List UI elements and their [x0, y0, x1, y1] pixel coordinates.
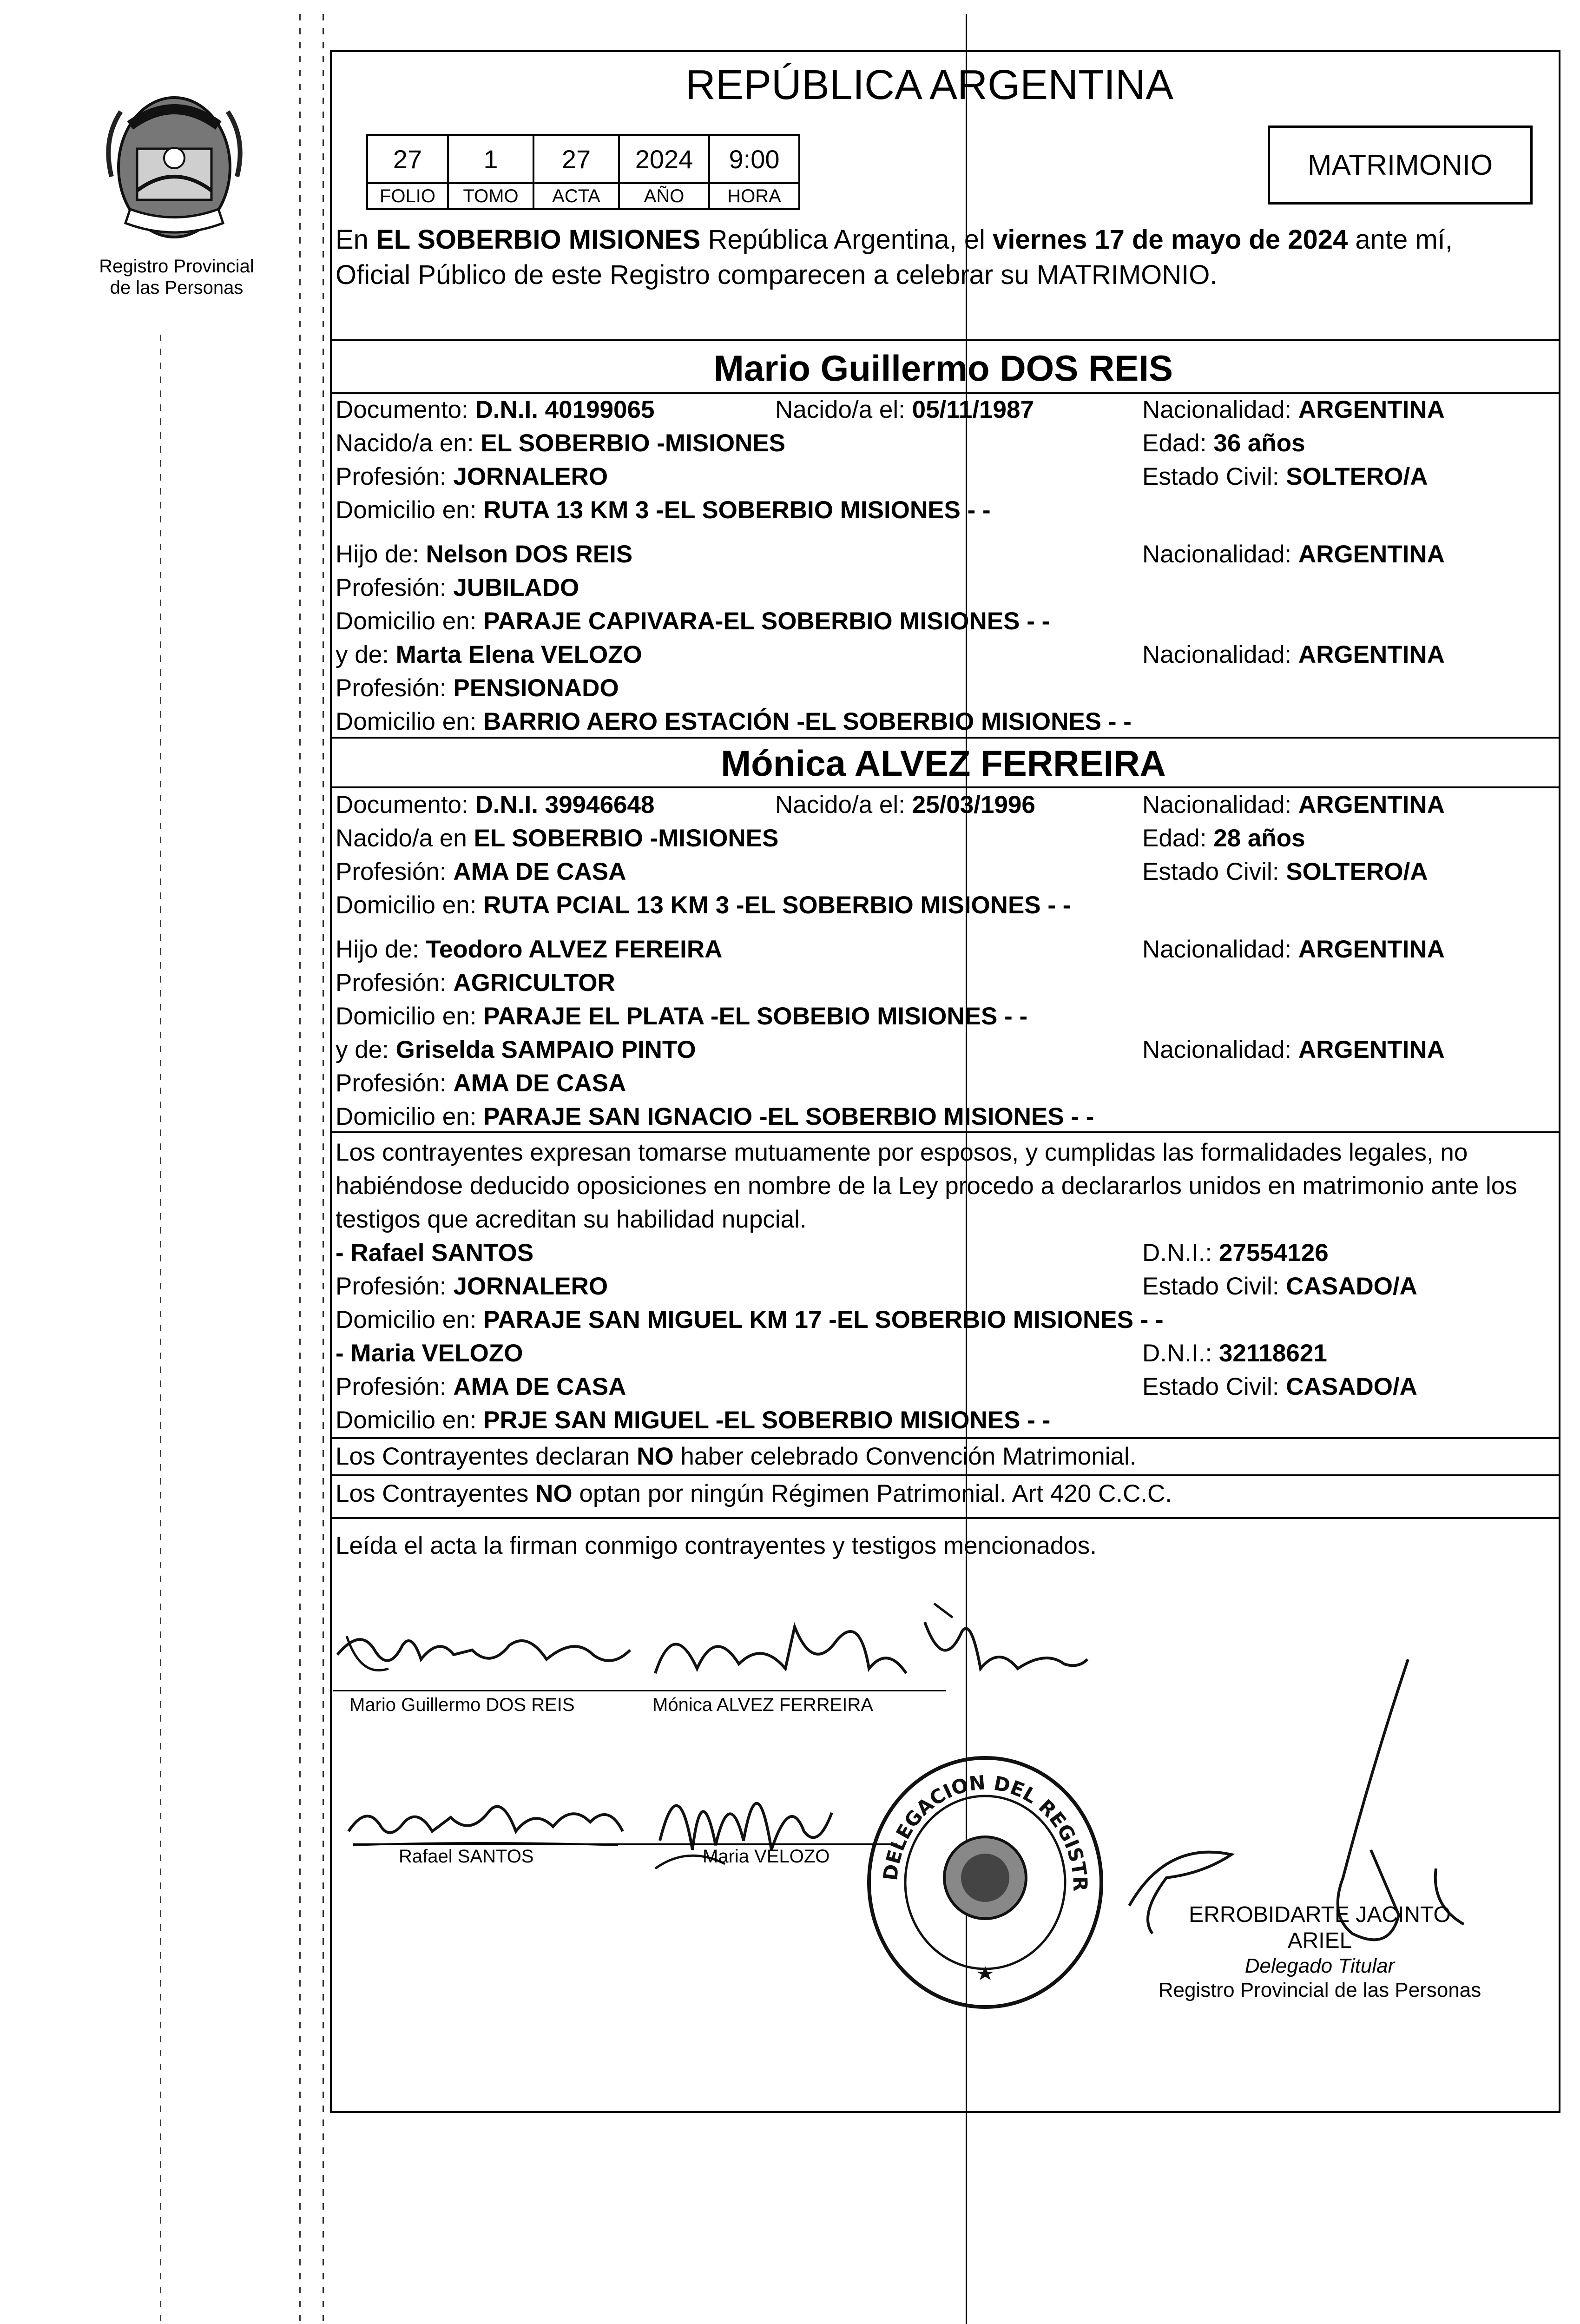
folio-value: 27: [367, 135, 448, 183]
registry-label-line2: de las Personas: [110, 277, 244, 298]
spouse1-father-address: Domicilio en: PARAJE CAPIVARA-EL SOBERBIO MISIONES - -: [336, 607, 1050, 635]
tomo-value: 1: [448, 135, 533, 183]
intro-line-2: Oficial Público de este Registro comparecen a celebrar su MATRIMONIO.: [336, 260, 1218, 290]
signature-caption-spouse1: Mario Guillermo DOS REIS: [349, 1695, 575, 1715]
intro-text-2: República Argentina, el: [700, 224, 993, 255]
spouse1-mother-profession: Profesión: PENSIONADO: [336, 674, 619, 702]
spouse2-birthdate: Nacido/a el: 25/03/1996: [775, 791, 1035, 819]
margin-line-right: [299, 14, 301, 2324]
registry-label-line1: Registro Provincial: [99, 256, 254, 277]
rule-declaration: [330, 1131, 1559, 1133]
country-title: REPÚBLICA ARGENTINA: [685, 62, 1174, 108]
rule-spouse1-top: [330, 339, 1559, 341]
rule-spouse1-name: [330, 392, 1559, 394]
folio-label: FOLIO: [367, 183, 448, 209]
ano-label: AÑO: [619, 183, 709, 209]
hora-label: HORA: [709, 183, 799, 209]
regime-text: Los Contrayentes NO optan por ningún Régimen Patrimonial. Art 420 C.C.C.: [336, 1480, 1172, 1507]
signature-caption-witness1: Rafael SANTOS: [399, 1846, 534, 1867]
spouse2-civil-status: Estado Civil: SOLTERO/A: [1142, 858, 1428, 885]
spouse2-mother: y de: Griselda SAMPAIO PINTO: [336, 1036, 696, 1063]
spouse1-birthplace: Nacido/a en: EL SOBERBIO -MISIONES: [336, 429, 786, 457]
witness1-dni: D.N.I.: 27554126: [1142, 1239, 1329, 1267]
ano-value: 2024: [619, 135, 709, 183]
witness2-civil-status: Estado Civil: CASADO/A: [1142, 1373, 1417, 1400]
officer-registry: Registro Provincial de las Personas: [1158, 1979, 1481, 2001]
spouse1-mother-nationality: Nacionalidad: ARGENTINA: [1142, 641, 1445, 668]
acta-label: ACTA: [533, 183, 619, 209]
spouse2-mother-profession: Profesión: AMA DE CASA: [336, 1070, 626, 1097]
signature-caption-spouse2: Mónica ALVEZ FERREIRA: [652, 1695, 873, 1715]
spouse1-father-nationality: Nacionalidad: ARGENTINA: [1142, 541, 1445, 568]
signature-caption-witness2: Maria VELOZO: [703, 1846, 830, 1867]
seal-text: DELEGACION DEL REGISTR: [879, 1771, 1092, 1892]
spouse1-nationality: Nacionalidad: ARGENTINA: [1142, 396, 1445, 423]
witness2-profession: Profesión: AMA DE CASA: [336, 1373, 626, 1400]
spouse1-civil-status: Estado Civil: SOLTERO/A: [1142, 463, 1428, 490]
spouse1-document: Documento: D.N.I. 40199065: [336, 396, 655, 423]
signature-spouse1: [333, 1618, 658, 1694]
spouse2-nationality: Nacionalidad: ARGENTINA: [1142, 791, 1445, 819]
intro-text-1: En: [336, 224, 376, 255]
spouse2-mother-nationality: Nacionalidad: ARGENTINA: [1142, 1036, 1445, 1063]
spouse1-age: Edad: 36 años: [1142, 429, 1305, 457]
spouse1-father-profession: Profesión: JUBILADO: [336, 574, 579, 601]
tomo-label: TOMO: [448, 183, 533, 209]
declaration-text: Los contrayentes expresan tomarse mutuamente por esposos, y cumplidas las formalidades legales, no habiéndose deducido oposiciones en nombre de la Ley procedo a declararlos unidos en matrimonio ante los testigos que acreditan su habilidad nupcial.: [336, 1139, 1517, 1233]
spouse2-name: Mónica ALVEZ FERREIRA: [721, 743, 1166, 784]
intro-place: EL SOBERBIO MISIONES: [376, 224, 701, 255]
witness2-name: - Maria VELOZO: [336, 1340, 523, 1367]
spouse2-age: Edad: 28 años: [1142, 825, 1305, 852]
spouse2-father-profession: Profesión: AGRICULTOR: [336, 969, 615, 997]
witness2-address: Domicilio en: PRJE SAN MIGUEL -EL SOBERBIO MISIONES - -: [336, 1406, 1051, 1434]
rule-spouse2-top: [330, 737, 1559, 739]
intro-text-3: ante mí,: [1348, 224, 1453, 255]
act-type-box: [1268, 125, 1533, 205]
intro-date: viernes 17 de mayo de 2024: [993, 224, 1348, 255]
spouse1-birthdate: Nacido/a el: 05/11/1987: [775, 396, 1034, 423]
acta-value: 27: [533, 135, 619, 183]
witness1-profession: Profesión: JORNALERO: [336, 1273, 608, 1300]
spouse2-document: Documento: D.N.I. 39946648: [336, 791, 655, 819]
folio-table: [366, 134, 800, 210]
spouse2-father-address: Domicilio en: PARAJE EL PLATA -EL SOBEBIO MISIONES - -: [336, 1003, 1028, 1030]
margin-line-left: [160, 335, 161, 2324]
spouse1-mother: y de: Marta Elena VELOZO: [336, 641, 642, 668]
spouse1-address: Domicilio en: RUTA 13 KM 3 -EL SOBERBIO MISIONES - -: [336, 496, 991, 524]
convention-text: Los Contrayentes declaran NO haber celebrado Convención Matrimonial.: [336, 1443, 1137, 1470]
act-type: MATRIMONIO: [1307, 149, 1493, 181]
witness1-address: Domicilio en: PARAJE SAN MIGUEL KM 17 -EL SOBERBIO MISIONES - -: [336, 1306, 1164, 1334]
rule-spouse2-name: [330, 786, 1559, 788]
spouse2-father-nationality: Nacionalidad: ARGENTINA: [1142, 936, 1445, 963]
rule-regime: [330, 1474, 1559, 1476]
official-seal: [864, 1752, 1106, 2013]
spouse2-father: Hijo de: Teodoro ALVEZ FEREIRA: [336, 936, 723, 963]
signature-spouse2: [646, 1599, 1092, 1703]
signature-line-spouses: [333, 1690, 946, 1691]
witness1-name: - Rafael SANTOS: [336, 1239, 534, 1267]
intro-line-1: [336, 223, 1453, 257]
spouse1-mother-address: Domicilio en: BARRIO AERO ESTACIÓN -EL SOBERBIO MISIONES - -: [336, 708, 1132, 735]
officer-block: [1157, 1902, 1482, 2002]
rule-closing: [330, 1517, 1559, 1519]
hora-value: 9:00: [709, 135, 799, 183]
spouse2-birthplace: Nacido/a en EL SOBERBIO -MISIONES: [336, 825, 779, 852]
closing-text: Leída el acta la firman conmigo contrayentes y testigos mencionados.: [336, 1532, 1097, 1559]
spouse2-profession: Profesión: AMA DE CASA: [336, 858, 626, 885]
spouse1-father: Hijo de: Nelson DOS REIS: [336, 541, 633, 568]
officer-title: Delegado Titular: [1244, 1954, 1395, 1977]
rule-convention: [330, 1437, 1559, 1439]
signature-line-witnesses: [353, 1843, 897, 1845]
spouse2-mother-address: Domicilio en: PARAJE SAN IGNACIO -EL SOBERBIO MISIONES - -: [336, 1103, 1094, 1130]
spouse2-address: Domicilio en: RUTA PCIAL 13 KM 3 -EL SOBERBIO MISIONES - -: [336, 891, 1071, 919]
witness1-civil-status: Estado Civil: CASADO/A: [1142, 1273, 1417, 1300]
registry-label: [86, 256, 267, 298]
margin-line-frame: [323, 14, 324, 2324]
spouse1-profession: Profesión: JORNALERO: [336, 463, 608, 490]
spouse1-name: Mario Guillermo DOS REIS: [713, 348, 1173, 389]
officer-name: ERROBIDARTE JACINTO ARIEL: [1189, 1902, 1451, 1953]
witness2-dni: D.N.I.: 32118621: [1142, 1340, 1327, 1367]
province-logo: [93, 84, 256, 246]
